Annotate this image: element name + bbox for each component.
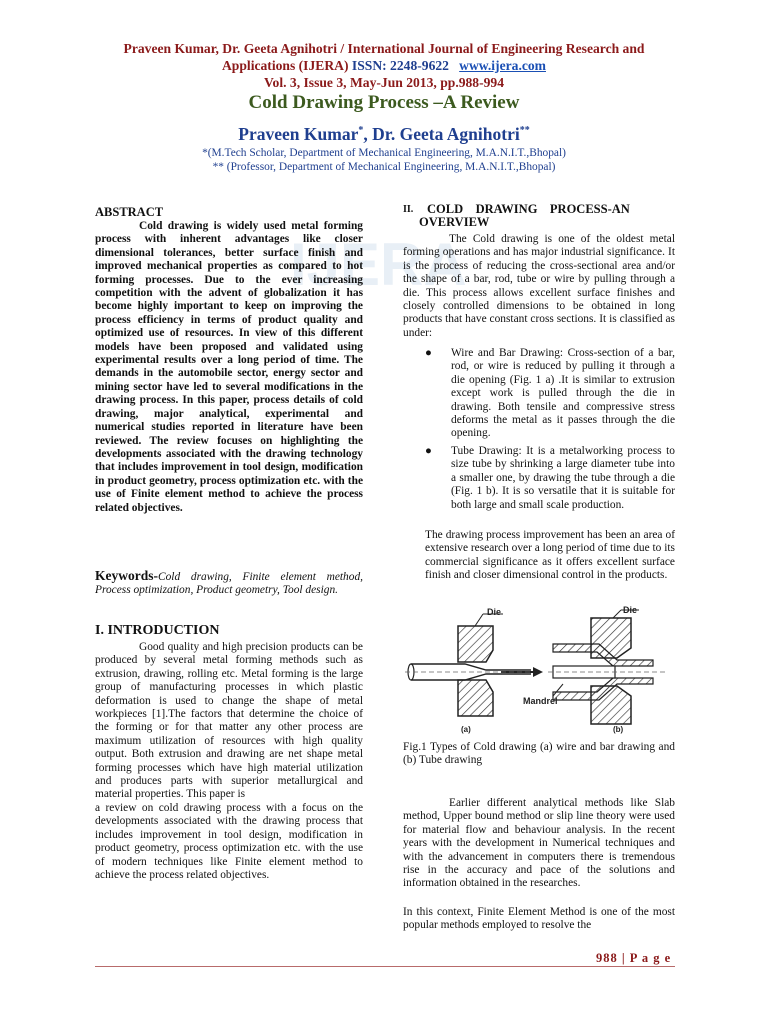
header-journal: Applications (IJERA)	[221, 58, 349, 73]
introduction-paragraph-1: Good quality and high precision products can be produced by several metal forming methods such as extrusion, drawing, rolling etc. Metal forming is the large group of manufacturing processes in which plastic deformation is used to change the shape of metal workpieces [1].The factors that determine the choice of the forming or for that matter any other process are maximum utilization of resources with high quality output. Both extrusion and drawing are net shape metal forming processes which have high material utilization and produces parts with superior metallurgical and material properties. This paper is	[95, 641, 363, 801]
section-2-paragraph-4: In this context, Finite Element Method is one of the most popular methods employed to resolve the	[403, 906, 675, 932]
bullet-wire-bar	[403, 347, 675, 441]
paper-authors	[60, 124, 708, 145]
header-url-link[interactable]: www.ijera.com	[459, 58, 546, 73]
figure-1-caption: Fig.1 Types of Cold drawing (a) wire and bar drawing and (b) Tube drawing	[403, 741, 675, 767]
fig-label-a: (a)	[461, 725, 471, 734]
section-2-number: II.	[403, 204, 414, 215]
affiliation-1: *(M.Tech Scholar, Department of Mechanical Engineering, M.A.N.I.T.,Bhopal)	[202, 147, 566, 159]
journal-header	[60, 40, 708, 91]
fig-die-label-a: Die	[487, 607, 502, 617]
page-number: 988 | P a g e	[596, 951, 672, 965]
keywords-label: Keywords-	[95, 568, 158, 583]
introduction-heading: I. INTRODUCTION	[95, 623, 220, 638]
paper-title: Cold Drawing Process –A Review	[248, 92, 520, 113]
header-authors-line: Praveen Kumar, Dr. Geeta Agnihotri / International Journal of Engineering Research and	[123, 41, 645, 56]
fig-mandrel-label: Mandrel	[523, 696, 558, 706]
section-2-title: COLD DRAWING PROCESS-AN	[427, 202, 630, 216]
author-1-mark: *	[358, 125, 364, 137]
section-2-paragraph-1: The Cold drawing is one of the oldest metal forming operations and has major industrial significance. It is the process of reducing the cross-sectional area and/or the shape of a bar, rod, tube or wire by pulling through a die. This process allows excellent surface finishes and closely controlled dimensions to be obtained in long products that have constant cross sections. It is classified as under:	[403, 233, 675, 339]
bullet-dot: ●	[425, 445, 432, 457]
keywords	[95, 569, 363, 598]
bullet-tube	[403, 445, 675, 512]
abstract-text: Cold drawing is widely used metal forming process with inherent advantages like closer dimensional tolerances, better surface finish and improved mechanical properties as compared to hot forming processes. Due to the ever increasing competition with the advent of globalization it has become highly important to keep on improving the process efficiency in terms of product quality and optimized use of resources. In view of this different models have been proposed and validated using experimental results over a long period of time. The demands in the automobile sector, energy sector and mining sector have led to several modifications in the drawing process. In this paper, process details of cold drawing, major analytical, experimental and numerical studies reported in literature have been reviewed. The review focuses on highlighting the developments associated with the drawing technology that includes improvement in tool design, modification in product geometry, process optimization etc. with the use of Finite element method to achieve the process related objectives.	[95, 220, 363, 514]
introduction-paragraph-2: a review on cold drawing process with a focus on the developments associated with the drawing process that includes improvement in tool design, modification in product geometry, process optimization etc. with the use of modern techniques like Finite element method to achieve the process related objectives.	[95, 802, 363, 882]
section-2-paragraph-2: The drawing process improvement has been an area of extensive research over a long period of time due to its commercial significance as it offers excellent surface finish and closer dimensional control in the products.	[425, 529, 675, 582]
fig-label-b: (b)	[613, 725, 624, 734]
section-2-title-cont: OVERVIEW	[419, 215, 490, 230]
tube-drawing-sketch	[548, 610, 665, 724]
header-issn: ISSN: 2248-9622	[351, 58, 449, 73]
keywords-text: Cold drawing, Finite element method, Process optimization, Product geometry, Tool design.	[95, 571, 363, 597]
author-separator: ,	[363, 124, 373, 144]
author-2-mark: **	[519, 125, 530, 137]
bullet-wire-bar-text: Wire and Bar Drawing: Cross-section of a bar, rod, or wire is reduced by pulling it through a die opening (Fig. 1 a) .It is similar to extrusion except work is pulled through the die in drawing. Both tensile and compressive stress deforms the metal as it passes through the die opening.	[451, 347, 675, 440]
author-2: Dr. Geeta Agnihotri	[372, 124, 520, 144]
fig-die-label-b: Die	[623, 605, 638, 615]
bullet-tube-text: Tube Drawing: It is a metalworking process to size tube by shrinking a large diameter tube into a smaller one, by drawing the tube through a die (Fig. 1 b). It is so versatile that it is suitable for both large and small scale production.	[451, 445, 675, 511]
figure-1-drawing-types	[403, 604, 675, 736]
author-1: Praveen Kumar	[238, 124, 359, 144]
bullet-dot: ●	[425, 347, 432, 359]
abstract-heading: ABSTRACT	[95, 205, 164, 219]
section-2-paragraph-3: Earlier different analytical methods like Slab method, Upper bound method or slip line theory were used for material flow and behaviour analysis. In the recent years with the development in Numerical techniques and with the advancement in computers there is tremendous rise in the accuracy and pace of the solutions and information obtained in the researches.	[403, 797, 675, 890]
header-volume: Vol. 3, Issue 3, May-Jun 2013, pp.988-994	[263, 75, 505, 90]
footer-divider	[95, 966, 675, 967]
ijera-watermark: IJERA	[290, 231, 467, 298]
section-2-heading	[403, 203, 675, 230]
affiliation-2: ** (Professor, Department of Mechanical Engineering, M.A.N.I.T.,Bhopal)	[212, 161, 556, 173]
figure-1-diagram	[403, 604, 675, 736]
